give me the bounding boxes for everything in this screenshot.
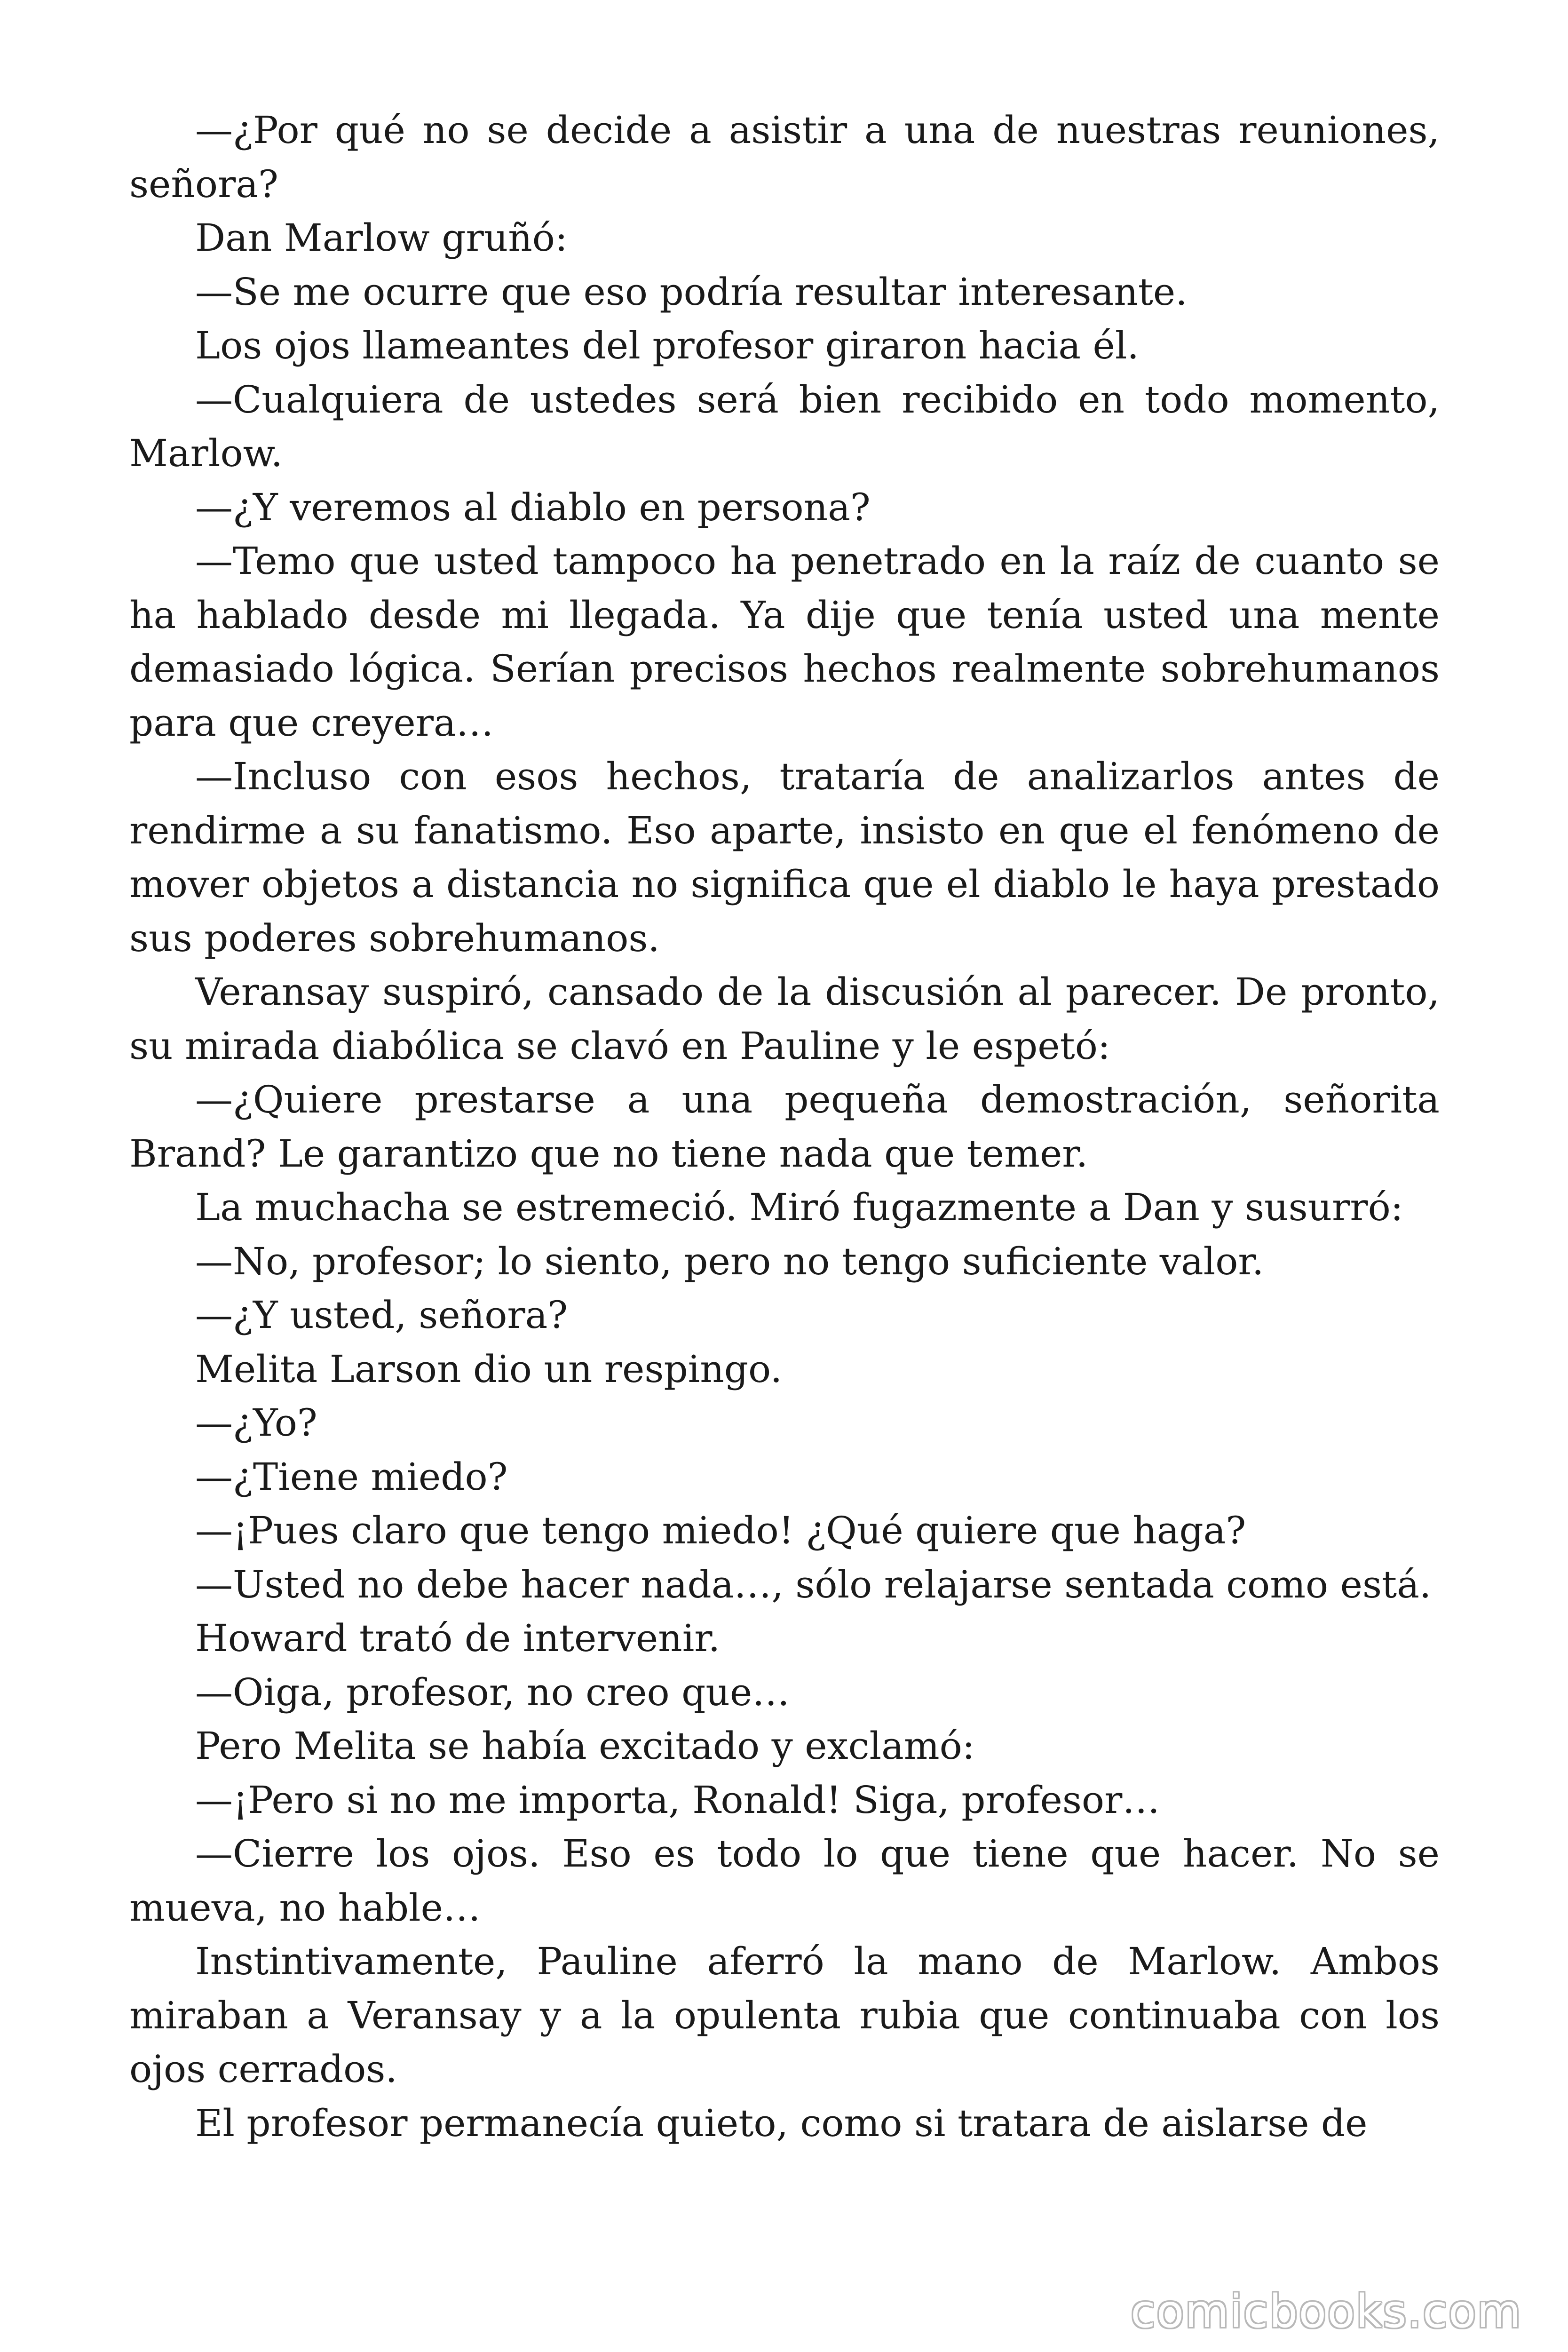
paragraph: —¿Por qué no se decide a asistir a una de nuestras reuniones, señora?: [129, 108, 1440, 206]
paragraph: Pero Melita se había excitado y exclamó:: [195, 1724, 975, 1768]
paragraph: —Temo que usted tampoco ha penetrado en la raíz de cuanto se ha hablado desde mi llegada. Ya dije que tenía usted una mente demasiado lógica. Serían precisos hechos realmente sobrehumanos para que creyera…: [129, 539, 1440, 745]
paragraph: —¿Yo?: [195, 1401, 317, 1445]
paragraph: —¿Tiene miedo?: [195, 1454, 508, 1499]
paragraph: —No, profesor; lo siento, pero no tengo suficiente valor.: [195, 1239, 1264, 1283]
paragraph: —Incluso con esos hechos, trataría de analizarlos antes de rendirme a su fanatismo. Eso aparte, insisto en que el fenómeno de mover objetos a distancia no significa que el diablo le haya prestado sus poderes sobrehumanos.: [129, 755, 1440, 960]
paragraph: —¿Y usted, señora?: [195, 1293, 568, 1337]
paragraph: —¡Pues claro que tengo miedo! ¿Qué quiere que haga?: [195, 1509, 1246, 1552]
paragraph: El profesor permanecía quieto, como si tratara de aislarse de: [195, 2101, 1368, 2145]
paragraph: Howard trató de intervenir.: [195, 1616, 721, 1660]
page-body: [129, 103, 1440, 2150]
paragraph: La muchacha se estremeció. Miró fugazmente a Dan y susurró:: [195, 1185, 1403, 1229]
paragraph: —Oiga, profesor, no creo que…: [195, 1670, 790, 1714]
paragraph: Melita Larson dio un respingo.: [195, 1347, 783, 1391]
paragraph: —¿Y veremos al diablo en persona?: [195, 485, 871, 529]
paragraph: —Cierre los ojos. Eso es todo lo que tiene que hacer. No se mueva, no hable…: [129, 1832, 1440, 1930]
paragraph: —Usted no debe hacer nada…, sólo relajarse sentada como está.: [195, 1562, 1432, 1606]
paragraph: —¡Pero si no me importa, Ronald! Siga, profesor…: [195, 1778, 1160, 1822]
paragraph: —Cualquiera de ustedes será bien recibido en todo momento, Marlow.: [129, 377, 1440, 475]
paragraph: —¿Quiere prestarse a una pequeña demostración, señorita Brand? Le garantizo que no tiene nada que temer.: [129, 1078, 1440, 1176]
paragraph: Instintivamente, Pauline aferró la mano de Marlow. Ambos miraban a Veransay y a la opulenta rubia que continuaba con los ojos cerrados.: [129, 1939, 1440, 2091]
paragraph: Veransay suspiró, cansado de la discusión al parecer. De pronto, su mirada diabólica se clavó en Pauline y le espetó:: [129, 970, 1440, 1068]
paragraph: Los ojos llameantes del profesor giraron hacia él.: [195, 324, 1139, 367]
paragraph: Dan Marlow gruñó:: [195, 216, 568, 260]
watermark: comicbooks.com: [1130, 2285, 1522, 2338]
paragraph: —Se me ocurre que eso podría resultar interesante.: [195, 270, 1188, 314]
